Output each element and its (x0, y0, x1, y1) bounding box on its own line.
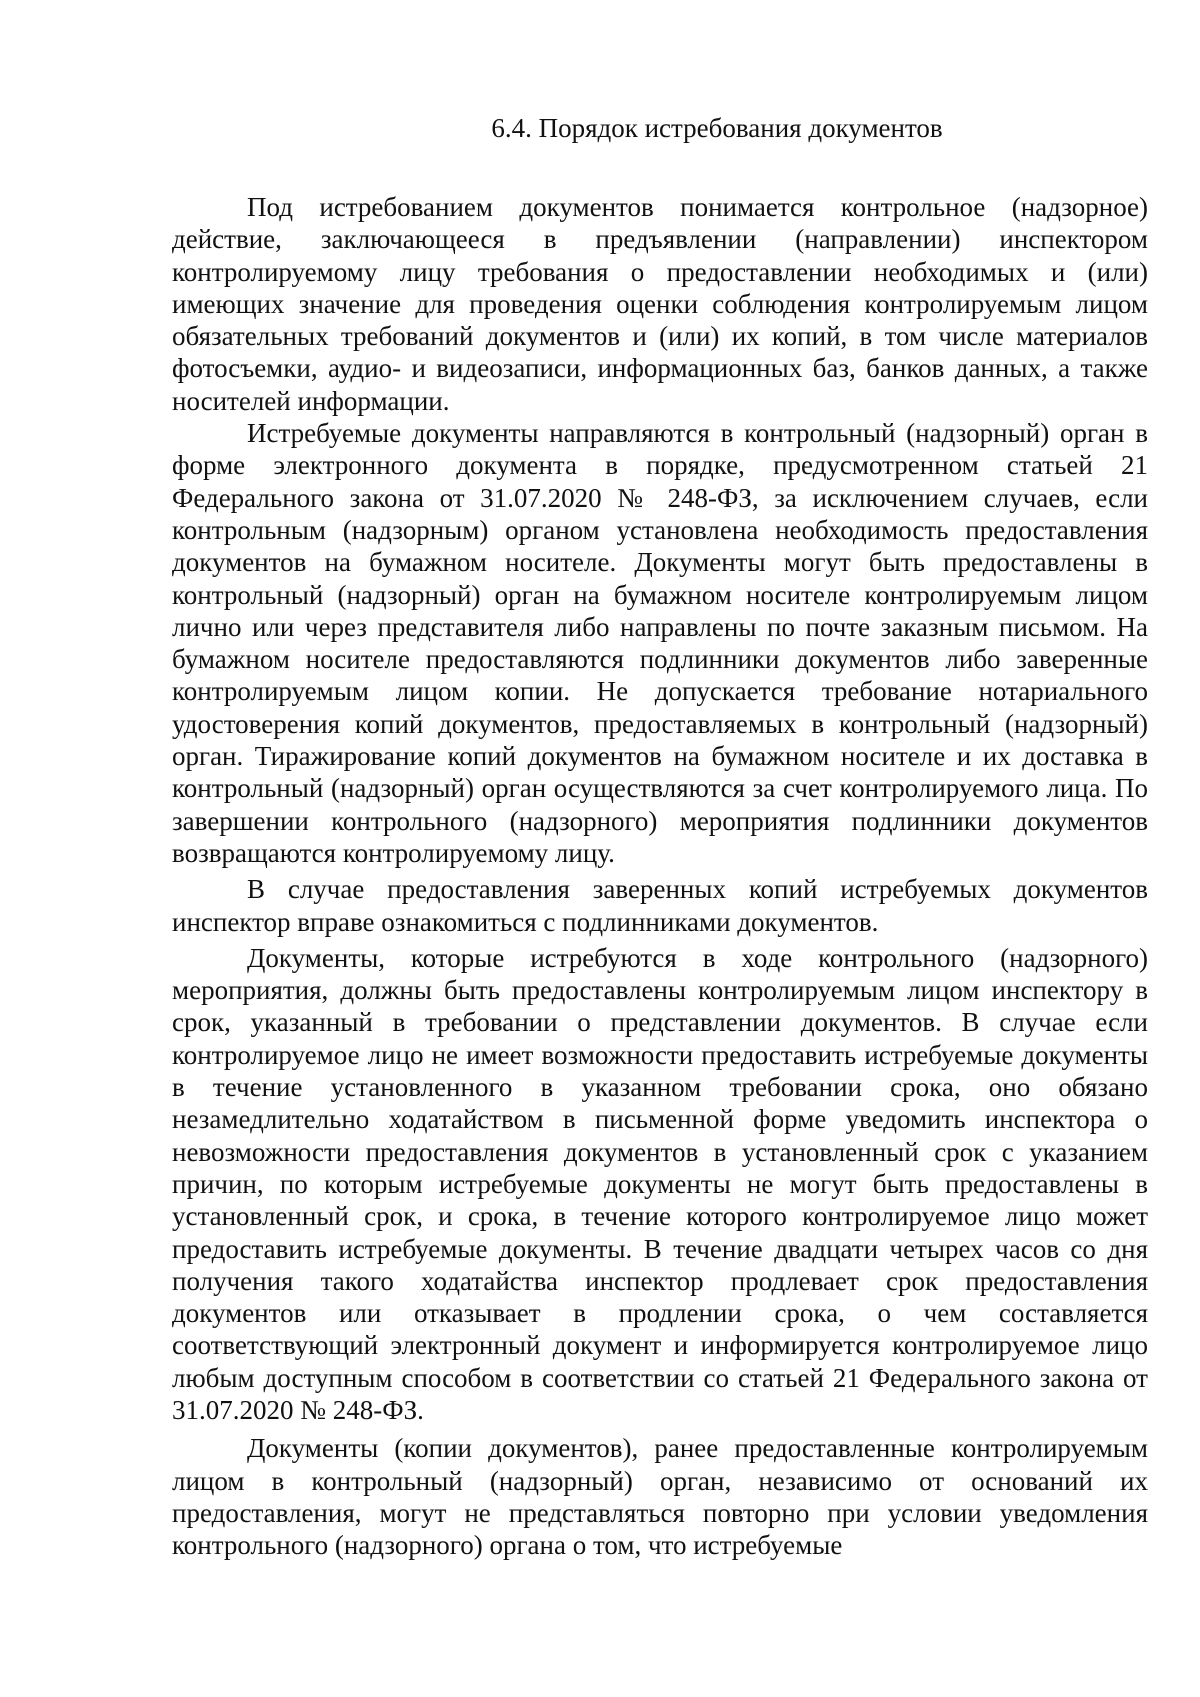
paragraph-submission: Истребуемые документы направляются в контрольный (надзорный) орган в форме электронного документа в порядке, предусмотренном статьей 21 Федерального закона от 31.07.2020 № 248-ФЗ, за исключением случаев, если контрольным (надзорным) органом установлена необходимость предоставления документов на бумажном носителе. Документы могут быть предоставлены в контрольный (надзорный) орган на бумажном носителе контролируемым лицом лично или через представителя либо направлены по почте заказным письмом. На бумажном носителе предоставляются подлинники документов либо заверенные контролируемым лицом копии. Не допускается требование нотариального удостоверения копий документов, предоставляемых в контрольный (надзорный) орган. Тиражирование копий документов на бумажном носителе и их доставка в контрольный (надзорный) орган осуществляются за счет контролируемого лица. По завершении контрольного (надзорного) мероприятия подлинники документов возвращаются контролируемому лицу. (172, 418, 1148, 868)
paragraph-copies: В случае предоставления заверенных копий истребуемых документов инспектор вправе ознакомиться с подлинниками документов. (172, 874, 1148, 937)
paragraph-repeat: Документы (копии документов), ранее предоставленные контролируемым лицом в контрольный (надзорный) орган, независимо от оснований их предоставления, могут не представляться повторно при условии уведомления контрольного (надзорного) органа о том, что истребуемые (172, 1433, 1148, 1561)
document-body (172, 112, 1148, 1561)
section-title: 6.4. Порядок истребования документов (491, 113, 943, 143)
paragraph-deadline: Документы, которые истребуются в ходе контрольного (надзорного) мероприятия, должны быть предоставлены контролируемым лицом инспектору в срок, указанный в требовании о представлении документов. В случае если контролируемое лицо не имеет возможности предоставить истребуемые документы в течение установленного в указанном требовании срока, оно обязано незамедлительно ходатайством в письменной форме уведомить инспектора о невозможности предоставления документов в установленный срок с указанием причин, по которым истребуемые документы не могут быть предоставлены в установленный срок, и срока, в течение которого контролируемое лицо может предоставить истребуемые документы. В течение двадцати четырех часов со дня получения такого ходатайства инспектор продлевает срок предоставления документов или отказывает в продлении срока, о чем составляется соответствующий электронный документ и информируется контролируемое лицо любым доступным способом в соответствии со статьей 21 Федерального закона от 31.07.2020 № 248-ФЗ. (172, 942, 1148, 1425)
paragraph-definition: Под истребованием документов понимается контрольное (надзорное) действие, заключающееся в предъявлении (направлении) инспектором контролируемому лицу требования о предоставлении необходимых и (или) имеющих значение для проведения оценки соблюдения контролируемым лицом обязательных требований документов и (или) их копий, в том числе материалов фотосъемки, аудио- и видеозаписи, информационных баз, банков данных, а также носителей информации. (172, 192, 1148, 416)
